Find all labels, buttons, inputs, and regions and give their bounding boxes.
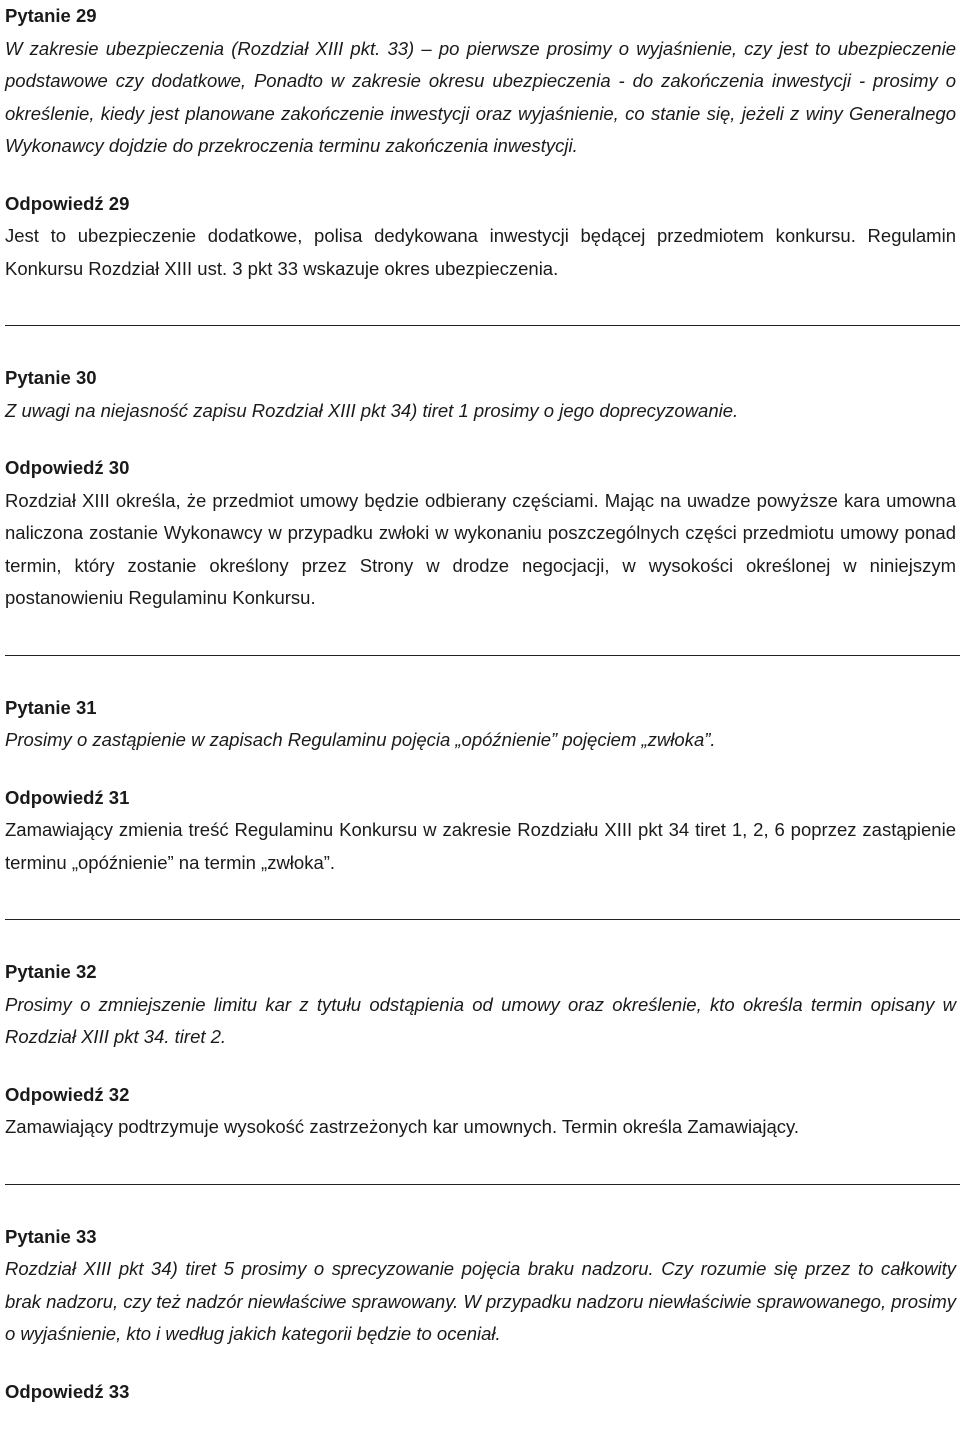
question-title: Pytanie 29 [5, 5, 97, 26]
question-title: Pytanie 32 [5, 961, 97, 982]
answer-title: Odpowiedź 32 [5, 1083, 130, 1105]
question-title: Pytanie 30 [5, 367, 97, 388]
question-text: W zakresie ubezpieczenia (Rozdział XIII pkt. 33) – po pierwsze prosimy o wyjaśnienie, czy jest to ubezpieczenie podstawowe czy dodatkowe, Ponadto w zakresie okresu ubezpieczenia - do zakończenia inwestycji - prosimy o określenie, kiedy jest planowane zakończenie inwestycji oraz wyjaśnienie, co stanie się, jeżeli z winy Generalnego Wykonawcy dojdzie do przekroczenia terminu zakończenia inwestycji. [5, 37, 956, 156]
qa-section-32 [5, 956, 956, 1144]
answer-text: Zamawiający zmienia treść Regulaminu Konkursu w zakresie Rozdziału XIII pkt 34 tiret 1, 2, 6 poprzez zastąpienie terminu „opóźnienie” na termin „zwłoka”. [5, 819, 956, 873]
question-text: Prosimy o zastąpienie w zapisach Regulaminu pojęcia „opóźnienie” pojęciem „zwłoka”. [5, 729, 716, 750]
document-page [5, 0, 956, 1408]
qa-section-30 [5, 362, 956, 615]
answer-title: Odpowiedź 31 [5, 786, 130, 808]
qa-section-29 [5, 0, 956, 285]
answer-text: Jest to ubezpieczenie dodatkowe, polisa dedykowana inwestycji będącej przedmiotem konkursu. Regulamin Konkursu Rozdział XIII ust. 3 pkt 33 wskazuje okres ubezpieczenia. [5, 225, 956, 279]
question-text: Prosimy o zmniejszenie limitu kar z tytułu odstąpienia od umowy oraz określenie, kto określa termin opisany w Rozdział XIII pkt 34. tiret 2. [5, 993, 956, 1047]
question-text: Rozdział XIII pkt 34) tiret 5 prosimy o sprecyzowanie pojęcia braku nadzoru. Czy rozumie się przez to całkowity brak nadzoru, czy też nadzór niewłaściwe sprawowany. W przypadku nadzoru niewłaściwie sprawowanego, prosimy o wyjaśnienie, kto i według jakich kategorii będzie to oceniał. [5, 1258, 956, 1344]
question-text: Z uwagi na niejasność zapisu Rozdział XIII pkt 34) tiret 1 prosimy o jego doprecyzowanie. [5, 399, 739, 421]
answer-text: Rozdział XIII określa, że przedmiot umowy będzie odbierany częściami. Mając na uwadze powyższe kara umowna naliczona zostanie Wykonawcy w przypadku zwłoki w wykonaniu poszczególnych części przedmiotu umowy ponad termin, który zostanie określony przez Strony w drodze negocjacji, w wysokości określonej w niniejszym postanowieniu Regulaminu Konkursu. [5, 489, 956, 608]
answer-title: Odpowiedź 30 [5, 457, 130, 478]
qa-section-31 [5, 692, 956, 880]
qa-section-33 [5, 1221, 956, 1409]
answer-title: Odpowiedź 29 [5, 192, 130, 214]
answer-title: Odpowiedź 33 [5, 1380, 130, 1402]
question-title: Pytanie 31 [5, 696, 97, 718]
answer-text: Zamawiający podtrzymuje wysokość zastrzeżonych kar umownych. Termin określa Zamawiający. [5, 1116, 800, 1137]
question-title: Pytanie 33 [5, 1225, 97, 1247]
